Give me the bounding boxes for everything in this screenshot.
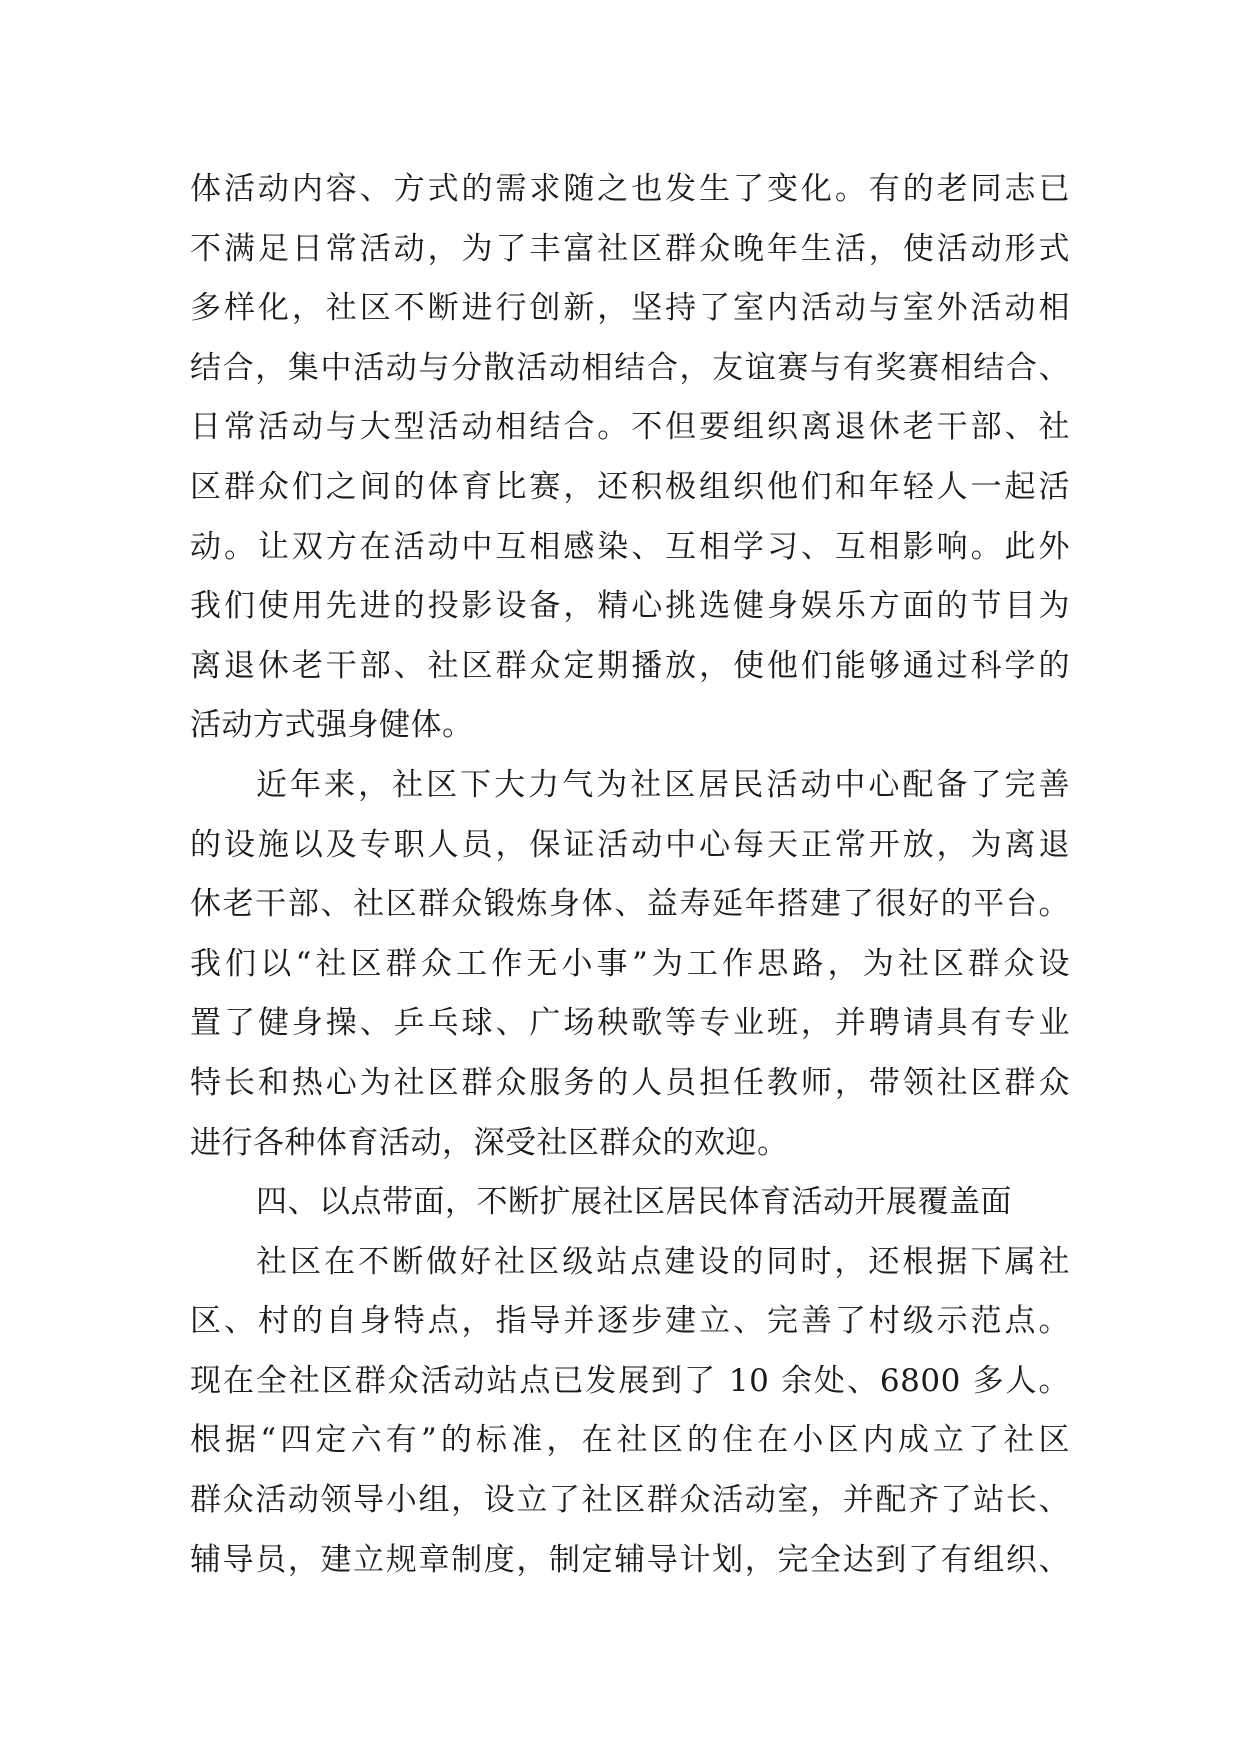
text-line: 的设施以及专职人员，保证活动中心每天正常开放，为离退 — [190, 826, 1070, 863]
text-line: 现在全社区群众活动站点已发展到了 10 余处、6800 多人。 — [190, 1362, 1070, 1399]
text-line: 不满足日常活动，为了丰富社区群众晚年生活，使活动形式 — [190, 230, 1070, 267]
section-heading: 四、以点带面，不断扩展社区居民体育活动开展覆盖面 — [256, 1184, 1012, 1221]
text-line: 根据“四定六有”的标准，在社区的住在小区内成立了社区 — [190, 1422, 1070, 1459]
text-line: 置了健身操、乒乓球、广场秧歌等专业班，并聘请具有专业 — [190, 1005, 1070, 1042]
paragraph-end-line: 进行各种体育活动，深受社区群众的欢迎。 — [190, 1124, 789, 1161]
text-line: 群众活动领导小组，设立了社区群众活动室，并配齐了站长、 — [190, 1482, 1070, 1519]
paragraph-start-line: 近年来，社区下大力气为社区居民活动中心配备了完善 — [256, 766, 1070, 803]
text-line: 日常活动与大型活动相结合。不但要组织离退休老干部、社 — [190, 409, 1070, 446]
text-line: 多样化，社区不断进行创新，坚持了室内活动与室外活动相 — [190, 290, 1070, 327]
text-line: 体活动内容、方式的需求随之也发生了变化。有的老同志已 — [190, 171, 1070, 207]
paragraph-end-line: 活动方式强身健体。 — [190, 707, 474, 744]
text-line: 我们使用先进的投影设备，精心挑选健身娱乐方面的节目为 — [190, 588, 1070, 625]
text-line: 休老干部、社区群众锻炼身体、益寿延年搭建了很好的平台。 — [190, 886, 1070, 923]
text-line: 结合，集中活动与分散活动相结合，友谊赛与有奖赛相结合、 — [190, 349, 1070, 386]
text-line: 特长和热心为社区群众服务的人员担任教师，带领社区群众 — [190, 1064, 1070, 1101]
text-line: 辅导员，建立规章制度，制定辅导计划，完全达到了有组织、 — [190, 1541, 1070, 1578]
text-line: 区群众们之间的体育比赛，还积极组织他们和年轻人一起活 — [190, 468, 1070, 505]
text-line: 动。让双方在活动中互相感染、互相学习、互相影响。此外 — [190, 528, 1070, 565]
body-text — [190, 160, 1070, 1590]
text-line: 区、村的自身特点，指导并逐步建立、完善了村级示范点。 — [190, 1303, 1070, 1340]
text-line: 我们以“社区群众工作无小事”为工作思路，为社区群众设 — [190, 945, 1070, 982]
paragraph-start-line: 社区在不断做好社区级站点建设的同时，还根据下属社 — [256, 1243, 1070, 1280]
text-line: 离退休老干部、社区群众定期播放，使他们能够通过科学的 — [190, 647, 1070, 684]
